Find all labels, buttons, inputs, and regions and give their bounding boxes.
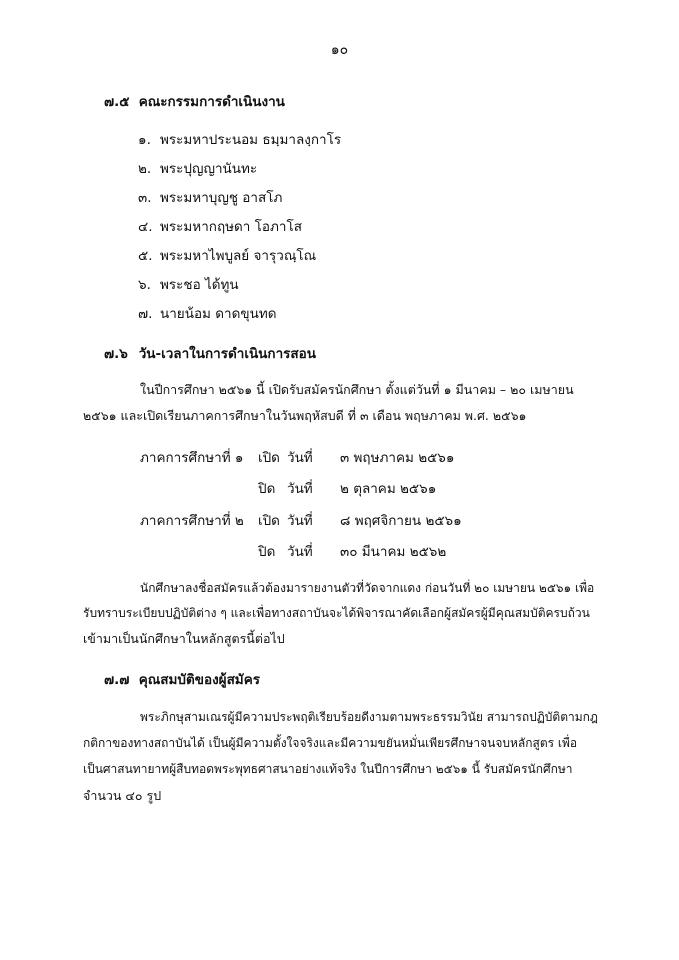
paragraph-line: เป็นศาสนทายาทผู้สืบทอดพระพุทธศาสนาอย่างแท้จริง ในปีการศึกษา ๒๕๖๑ นี้ รับสมัครนักศึกษา [83,762,573,776]
member-item [138,157,257,179]
member-name: พระมหากฤษดา โอภาโส [160,219,302,235]
page-number: ๑๐ [330,42,349,58]
paragraph-line: กติกาของทางสถาบันได้ เป็นผู้มีความตั้งใจจริงและมีความขยันหมั่นเพียรศึกษาจนจบหลักสูตร เพื่อ [83,736,578,750]
paragraph-line: เข้ามาเป็นนักศึกษาในหลักสูตรนี้ต่อไป [83,631,285,646]
member-number: ๕. [138,248,153,264]
schedule-day-label: วันที่ [287,513,313,529]
paragraph-line: พระภิกษุสามเณรผู้มีความประพฤติเรียบร้อยดีงามตามพระธรรมวินัย สามารถปฏิบัติตามกฎ [140,710,598,724]
schedule-day-label: วันที่ [287,450,313,466]
schedule-term: ภาคการศึกษาที่ ๒ [140,513,244,529]
member-item [138,186,282,208]
member-number: ๒. [138,161,152,177]
paragraph-line: นักศึกษาลงชื่อสมัครแล้วต้องมารายงานตัวที่วัดจากแดง ก่อนวันที่ ๒๐ เมษายน ๒๕๖๑ เพื่อ [140,581,595,595]
section-7-5-number: ๗.๕ [104,94,130,110]
schedule-date: ๘ พฤศจิกายน ๒๕๖๑ [340,513,462,529]
member-number: ๗. [138,306,153,322]
schedule-action: ปิด [258,544,276,560]
member-item [138,302,276,324]
paragraph-line: รับทราบระเบียบปฏิบัติต่าง ๆ และเพื่อทางสถาบันจะได้พิจารณาคัดเลือกผู้สมัครผู้มีคุณสมบัติครบถ้วน [83,606,590,620]
section-7-6-number: ๗.๖ [104,346,128,362]
schedule-date: ๓๐ มีนาคม ๒๕๖๒ [340,544,447,560]
member-item [138,215,302,237]
section-7-5-title: คณะกรรมการดำเนินงาน [138,94,285,110]
schedule-action: เปิด [258,450,280,466]
member-name: พระมหาไพบูลย์ จารุวณฺโณ [160,248,317,264]
schedule-action: เปิด [258,513,280,529]
section-7-7-number: ๗.๗ [104,672,130,688]
member-name: พระมหาบุญชู อาสโภ [160,190,283,206]
member-item [138,128,341,150]
schedule-action: ปิด [258,481,276,497]
member-number: ๑. [138,132,151,148]
schedule-day-label: วันที่ [287,481,313,497]
paragraph-line: จำนวน ๔๐ รูป [83,788,162,803]
section-7-7-heading [104,668,260,690]
section-7-6-heading [104,342,316,364]
schedule-term: ภาคการศึกษาที่ ๑ [140,450,244,466]
schedule-date: ๒ ตุลาคม ๒๕๖๑ [340,481,437,497]
section-7-7-title: คุณสมบัติของผู้สมัคร [138,672,260,688]
member-item [138,273,239,295]
paragraph-line: ๒๕๖๑ และเปิดเรียนภาคการศึกษาในวันพฤหัสบดี ที่ ๓ เดือน พฤษภาคม พ.ศ. ๒๕๖๑ [83,408,527,423]
member-number: ๖. [138,277,151,293]
member-item [138,244,316,266]
section-7-5-heading [104,90,285,112]
schedule-day-label: วันที่ [287,544,313,560]
member-name: พระมหาประนอม ธมฺมาลงฺกาโร [160,132,342,148]
member-name: นายน้อม ดาดขุนทด [160,306,277,322]
schedule-date: ๓ พฤษภาคม ๒๕๖๑ [340,450,455,466]
member-name: พระชอ ได้ทูน [160,277,239,293]
section-7-6-title: วัน-เวลาในการดำเนินการสอน [138,346,316,362]
paragraph-line: ในปีการศึกษา ๒๕๖๑ นี้ เปิดรับสมัครนักศึกษา ตั้งแต่วันที่ ๑ มีนาคม – ๒๐ เมษายน [140,382,574,397]
member-number: ๔. [138,219,153,235]
member-number: ๓. [138,190,152,206]
member-name: พระปุญญานันทะ [160,161,258,177]
